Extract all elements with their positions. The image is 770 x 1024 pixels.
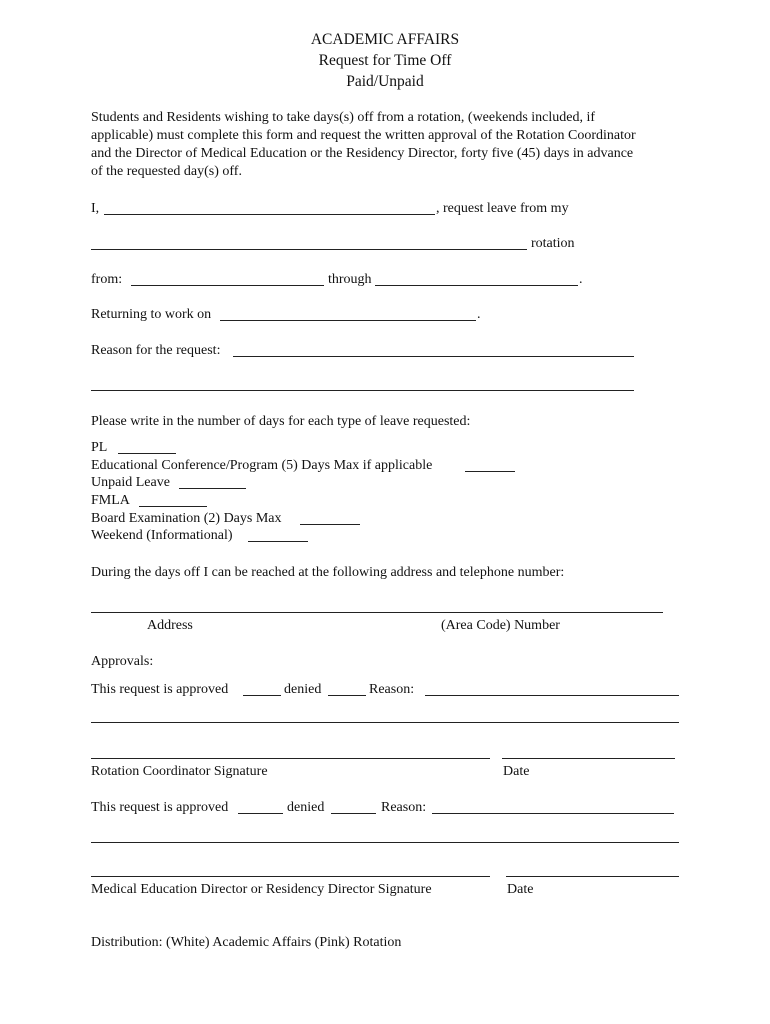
unpaid-label: Unpaid Leave (91, 475, 170, 490)
intro-line-2: applicable) must complete this form and request the written approval of the Rotation Coordinator (91, 128, 636, 143)
denied-field-2[interactable] (331, 813, 376, 814)
form-subtitle: Request for Time Off (318, 52, 452, 69)
approved-field-2[interactable] (238, 813, 283, 814)
approved-label-1: This request is approved (91, 682, 229, 697)
date-field-1[interactable] (502, 758, 675, 759)
unpaid-days-field[interactable] (179, 488, 246, 489)
denied-field-1[interactable] (328, 695, 366, 696)
intro-line-4: of the requested day(s) off. (91, 164, 242, 179)
through-label: through (328, 272, 372, 287)
return-date-field[interactable] (220, 320, 476, 321)
fmla-label: FMLA (91, 493, 130, 508)
fmla-days-field[interactable] (139, 506, 207, 507)
intro-line-1: Students and Residents wishing to take days(s) off from a rotation, (weekends included, if (91, 110, 596, 125)
name-field[interactable] (104, 214, 435, 215)
rotation-label: rotation (531, 236, 575, 251)
pl-label: PL (91, 440, 108, 455)
phone-label: (Area Code) Number (441, 618, 560, 633)
approval-reason-field-2[interactable] (432, 813, 674, 814)
edu-days-field[interactable] (465, 471, 515, 472)
leave-types-prompt: Please write in the number of days for each type of leave requested: (91, 414, 471, 429)
approval-reason-line-1b[interactable] (91, 722, 679, 723)
returning-period: . (477, 307, 481, 322)
returning-label: Returning to work on (91, 307, 212, 322)
denied-label-1: denied (284, 682, 322, 697)
through-period: . (579, 272, 583, 287)
address-label: Address (147, 618, 193, 633)
approved-field-1[interactable] (243, 695, 281, 696)
reason-field-line-2[interactable] (91, 390, 634, 391)
distribution-note: Distribution: (White) Academic Affairs (Pink) Rotation (91, 935, 402, 950)
pl-days-field[interactable] (118, 453, 176, 454)
board-label: Board Examination (2) Days Max (91, 511, 282, 526)
weekend-label: Weekend (Informational) (91, 528, 233, 543)
form-subtitle-paid-unpaid: Paid/Unpaid (346, 73, 424, 90)
edu-label: Educational Conference/Program (5) Days Max if applicable (91, 458, 433, 473)
i-label: I, (91, 201, 100, 216)
rotation-field[interactable] (91, 249, 527, 250)
approvals-heading: Approvals: (91, 654, 154, 669)
rotation-coordinator-signature-label: Rotation Coordinator Signature (91, 764, 268, 779)
denied-label-2: denied (287, 800, 325, 815)
approval-reason-line-2b[interactable] (91, 842, 679, 843)
date-field-2[interactable] (506, 876, 679, 877)
address-phone-field[interactable] (91, 612, 663, 613)
rotation-coordinator-signature-field[interactable] (91, 758, 490, 759)
reason-field[interactable] (233, 356, 634, 357)
reason-label-1: Reason: (369, 682, 415, 697)
from-label: from: (91, 272, 123, 287)
form-title: ACADEMIC AFFAIRS (310, 31, 460, 48)
intro-line-3: and the Director of Medical Education or the Residency Director, forty five (45) days in advance (91, 146, 634, 161)
reason-label: Reason for the request: (91, 343, 221, 358)
from-date-field[interactable] (131, 285, 324, 286)
approved-label-2: This request is approved (91, 800, 229, 815)
weekend-days-field[interactable] (248, 541, 308, 542)
date-label-2: Date (507, 882, 534, 897)
leave-from-label: , request leave from my (436, 201, 569, 216)
board-days-field[interactable] (300, 524, 360, 525)
date-label-1: Date (503, 764, 530, 779)
director-signature-field[interactable] (91, 876, 490, 877)
approval-reason-field-1[interactable] (425, 695, 679, 696)
through-date-field[interactable] (375, 285, 578, 286)
contact-prompt: During the days off I can be reached at the following address and telephone number: (91, 565, 565, 580)
director-signature-label: Medical Education Director or Residency Director Signature (91, 882, 432, 897)
reason-label-2: Reason: (381, 800, 427, 815)
